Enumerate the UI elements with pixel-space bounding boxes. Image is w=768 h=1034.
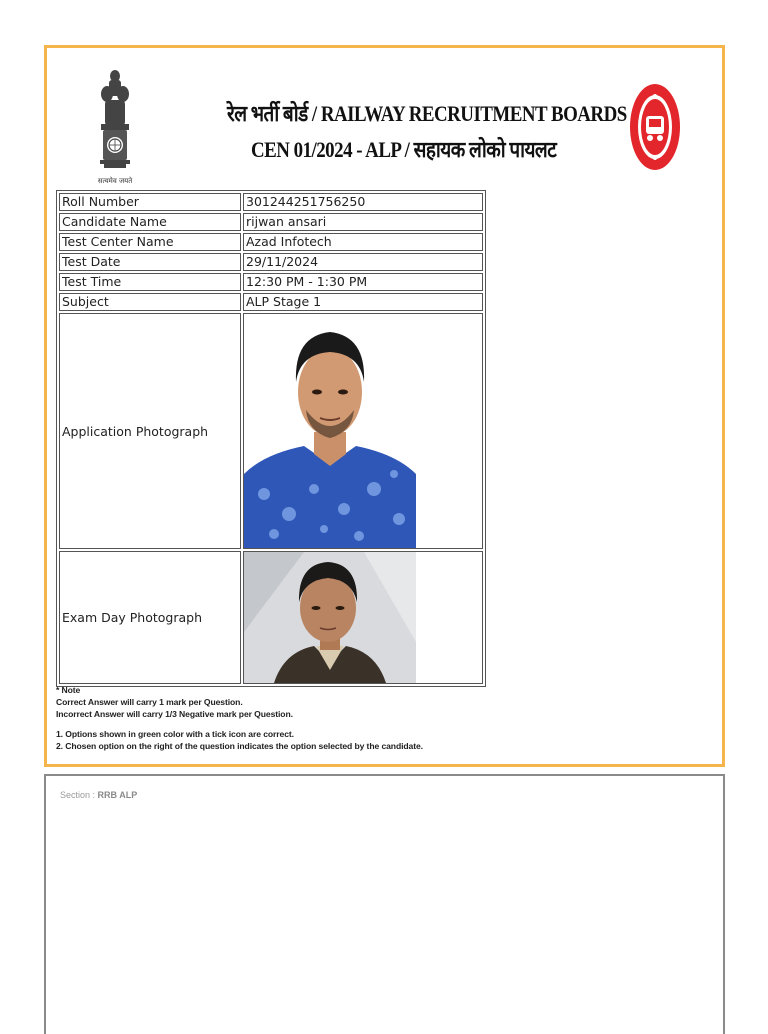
test-time-value: 12:30 PM - 1:30 PM (243, 273, 483, 291)
table-row (59, 273, 483, 291)
test-date-value: 29/11/2024 (243, 253, 483, 271)
note-gap (56, 720, 423, 728)
exam-title: CEN 01/2024 - ALP / सहायक लोको पायलट (251, 137, 557, 162)
exam-day-photo-cell (243, 551, 483, 684)
note-heading: * Note (56, 685, 81, 695)
section-prefix: Section : (60, 790, 96, 800)
board-title: रेल भर्ती बोर्ड / RAILWAY RECRUITMENT BOARDS (227, 101, 627, 126)
subject-value: ALP Stage 1 (243, 293, 483, 311)
note-block (56, 684, 423, 752)
note-line: 1. Options shown in green color with a tick icon are correct. (56, 729, 294, 739)
candidate-info-table (56, 190, 486, 687)
subject-label: Subject (59, 293, 241, 311)
roll-number-value: 301244251756250 (243, 193, 483, 211)
candidate-name-value: rijwan ansari (243, 213, 483, 231)
application-photo-label: Application Photograph (59, 313, 241, 549)
indian-railways-logo-icon (629, 82, 681, 172)
section-name: RRB ALP (97, 790, 138, 800)
emblem-caption: सत्यमेव जयते (97, 177, 133, 185)
exam-day-photo-label: Exam Day Photograph (59, 551, 241, 684)
table-row (59, 313, 483, 549)
application-photograph (244, 314, 416, 548)
exam-day-photograph (244, 552, 416, 683)
table-row (59, 233, 483, 251)
test-center-value: Azad Infotech (243, 233, 483, 251)
test-center-label: Test Center Name (59, 233, 241, 251)
note-line: Correct Answer will carry 1 mark per Question. (56, 697, 243, 707)
application-photo-cell (243, 313, 483, 549)
test-date-label: Test Date (59, 253, 241, 271)
roll-number-label: Roll Number (59, 193, 241, 211)
section-label (60, 790, 137, 800)
note-line: Incorrect Answer will carry 1/3 Negative mark per Question. (56, 709, 293, 719)
test-time-label: Test Time (59, 273, 241, 291)
header (51, 52, 717, 192)
national-emblem-icon (95, 66, 135, 184)
table-row (59, 253, 483, 271)
scorecard-frame (44, 45, 725, 767)
note-line: 2. Chosen option on the right of the question indicates the option selected by the candidate. (56, 741, 423, 751)
candidate-name-label: Candidate Name (59, 213, 241, 231)
table-row (59, 213, 483, 231)
table-row (59, 193, 483, 211)
table-row (59, 293, 483, 311)
section-frame (44, 774, 725, 1034)
table-row (59, 551, 483, 684)
